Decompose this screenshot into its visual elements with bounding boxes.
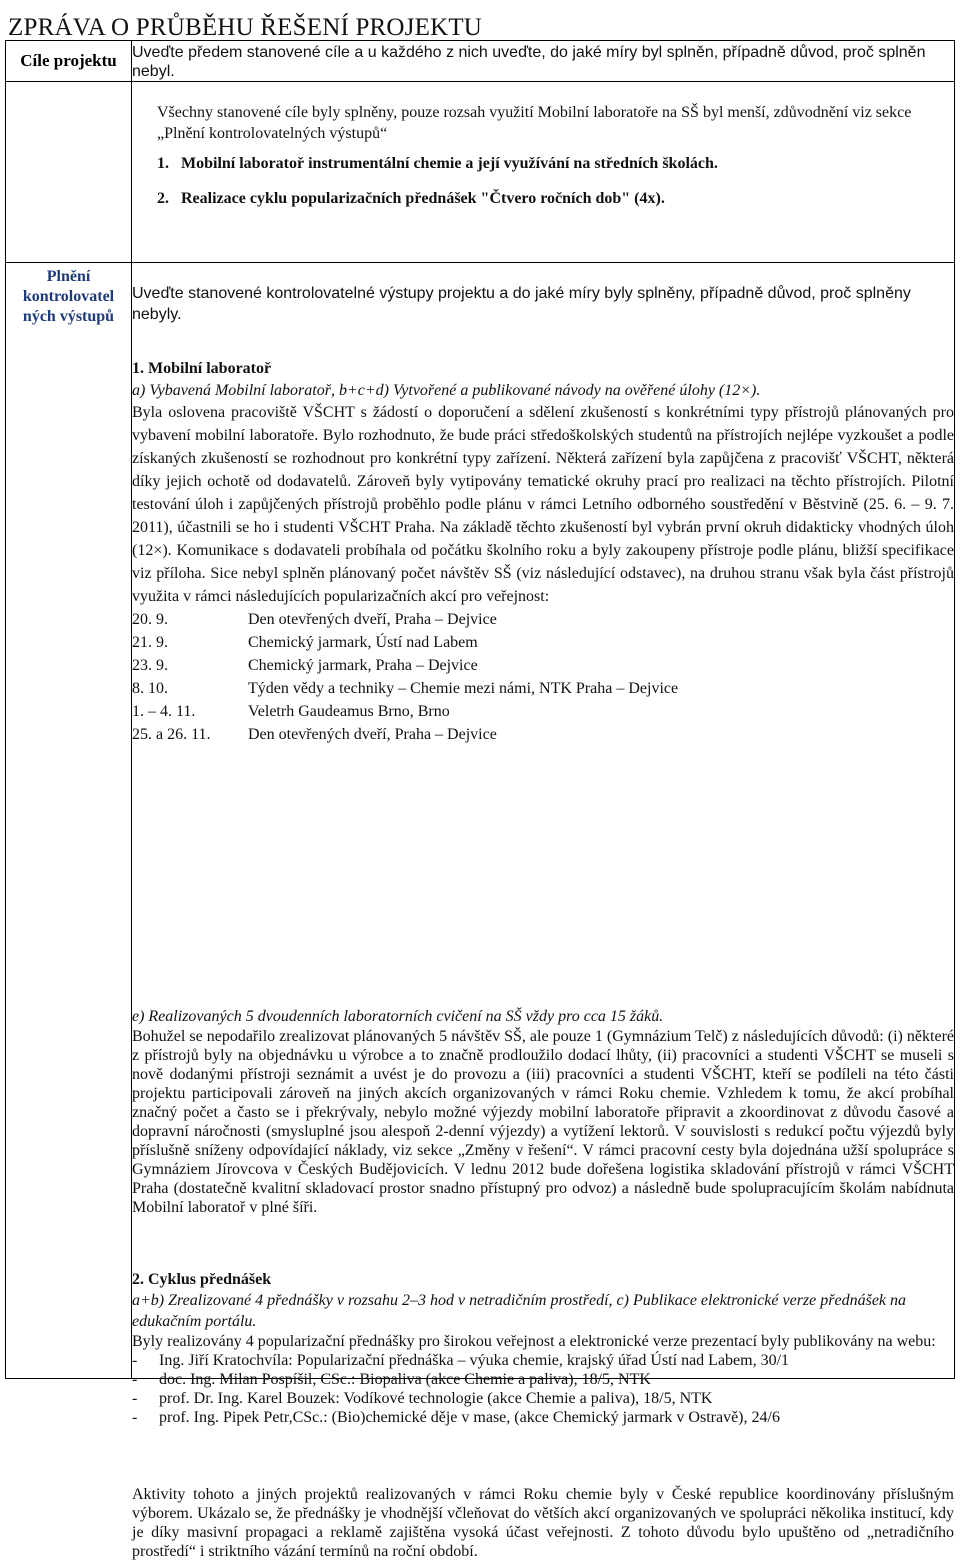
outputs-label — [6, 263, 132, 1379]
goal-item — [157, 153, 944, 174]
event-date: 8. 10. — [132, 680, 168, 697]
goals-summary: Všechny stanovené cíle byly splněny, pouze rozsah využití Mobilní laboratoře na SŠ byl menší, zdůvodnění viz sekce „Plnění kontrolovatelných výstupů“ — [157, 104, 912, 142]
lecture-text: Ing. Jiří Kratochvíla: Popularizační přednáška – výuka chemie, krajský úřad Ústí nad Labem, 30/1 — [159, 1352, 790, 1369]
goals-label: Cíle projektu — [6, 41, 132, 82]
goal-number: 2. — [157, 190, 169, 207]
event-row — [132, 654, 954, 677]
lecture-marker: - — [132, 1371, 138, 1388]
outputs-label-line: ných výstupů — [22, 308, 115, 325]
goal-text: Mobilní laboratoř instrumentální chemie a její využívání na středních školách. — [181, 155, 718, 172]
section-subheading: a) Vybavená Mobilní laboratoř, b+c+d) Vytvořené a publikované návody na ověřené úlohy (12×). — [132, 382, 761, 399]
event-date: 21. 9. — [132, 634, 168, 651]
event-name: Den otevřených dveří, Praha – Dejvice — [248, 611, 497, 628]
outputs-label-line: Plnění — [46, 268, 91, 285]
event-name: Chemický jarmark, Praha – Dejvice — [248, 657, 478, 674]
goal-item — [157, 188, 944, 209]
lecture-marker: - — [132, 1352, 138, 1369]
section-paragraph: Byla oslovena pracoviště VŠCHT s žádostí o doporučení a sdělení zkušeností s konkrétními typy přístrojů plánovaných pro vybavení mobilní laboratoře. Bylo rozhodnuto, že bude práci středoškolských studentů na přístrojích nejlépe vyzkoušet a podle získaných zkušeností se rozhodnout pro konkrétní typy zařízení. Některá zařízení byla zapůjčena z pracovišť VŠCHT, některá díky jejich ochotě od dodavatelů. Zároveň byly vytipovány tematické okruhy prací pro realizaci na těchto přístrojích. Pilotní testování úloh i zapůjčených přístrojů proběhlo podle plánu v rámci Letního odborného soustředění v Běstvině (25. 6. – 9. 7. 2011), účastnili se ho i studenti VŠCHT Praha. Na základě těchto zkušeností byl vybrán první okruh didakticky vhodných úloh (12×). Komunikace s dodavateli probíhala od počátku školního roku a byly zakoupeny přístroje podle plánu, bližší specifikace viz příloha. Sice nebyl splněn plánovaný počet návštěv SŠ (viz následující odstavec), na druhou stranu však byla část přístrojů využita v rámci následujících popularizačních akcí pro veřejnost: — [132, 404, 954, 605]
section-subheading: e) Realizovaných 5 dvoudenních laboratorních cvičení na SŠ vždy pro cca 15 žáků. — [132, 1008, 664, 1025]
event-name: Týden vědy a techniky – Chemie mezi námi, NTK Praha – Dejvice — [248, 680, 679, 697]
lecture-item — [132, 1408, 954, 1427]
goals-content — [132, 82, 955, 263]
event-row — [132, 700, 954, 723]
goal-number: 1. — [157, 155, 169, 172]
section-subheading: a+b) Zrealizované 4 přednášky v rozsahu 2–3 hod v netradičním prostředí, c) Publikace elektronické verze přednášek na edukačním portálu. — [132, 1292, 907, 1330]
lecture-text: prof. Dr. Ing. Karel Bouzek: Vodíkové technologie (akce Chemie a paliva), 18/5, NTK — [159, 1390, 713, 1407]
event-name: Chemický jarmark, Ústí nad Labem — [248, 634, 478, 651]
event-date: 20. 9. — [132, 611, 168, 628]
lecture-marker: - — [132, 1409, 138, 1426]
lecture-marker: - — [132, 1390, 138, 1407]
event-name: Den otevřených dveří, Praha – Dejvice — [248, 726, 497, 743]
outputs-label-line: kontrolovatel — [22, 288, 115, 305]
event-row — [132, 631, 954, 654]
event-date: 23. 9. — [132, 657, 168, 674]
outputs-instruction: Uveďte stanovené kontrolovatelné výstupy projektu a do jaké míry byly splněny, případně důvod, proč splněny nebyly. — [132, 285, 911, 323]
section-lab-visits — [132, 1006, 954, 1217]
report-table — [5, 40, 955, 1560]
event-date: 25. a 26. 11. — [132, 726, 211, 743]
lecture-text: doc. Ing. Milan Pospíšil, CSc.: Biopaliva (akce Chemie a paliva), 18/5, NTK — [159, 1371, 651, 1388]
outputs-content — [132, 263, 955, 1560]
goals-instruction-cell — [132, 41, 955, 82]
section-heading: 2. Cyklus přednášek — [132, 1271, 272, 1288]
section-paragraph: Bohužel se nepodařilo zrealizovat plánovaných 5 návštěv SŠ, ale pouze 1 (Gymnázium Telč) z následujících důvodů: (i) některé z přístrojů byly na objednávku u výrobce a to značně prodloužilo dodací lhůty, (ii) pracovníci a studenti VŠCHT se museli s nově dodanými přístroji seznámit a uvést je do provozu a (iii) pracovníci a studenti VŠCHT, kteří se podíleli na této části projektu participovali zároveň na jiných akcích organizovaných v rámci Roku chemie. Vzhledem k tomu, že akcí probíhal značný počet a často se i překrývaly, nebylo možné výjezdy mobilní laboratoře připravit a zkoordinovat z důvodu časové a dopravní náročnosti (smysluplné jsou alespoň 2-denní výjezdy) a vytížení lektorů. V souvislosti s redukcí počtu výjezdů byly příslušně sníženy odpovídající náklady, viz sekce „Změny v řešení“. V rámci pracovní cesty byla dojednána užší spolupráce s Gymnáziem Jírovcova v Českých Budějovicích. V lednu 2012 bude dořešena logistika skladování přístrojů v rámci VŠCHT Praha (dostatečně kvalitní skladovací prostor snadno přístupný pro odvoz) a následně bude spolupracujícím školám nabídnuta Mobilní laboratoř v plné šíři. — [132, 1028, 954, 1216]
event-row — [132, 723, 954, 746]
page-title: ZPRÁVA O PRŮBĚHU ŘEŠENÍ PROJEKTU — [8, 14, 483, 41]
lecture-item — [132, 1370, 954, 1389]
events-list — [132, 608, 954, 746]
goal-text: Realizace cyklu popularizačních přednášek "Čtvero ročních dob" (4x). — [181, 190, 665, 207]
goals-instruction: Uveďte předem stanovené cíle a u každého z nich uveďte, do jaké míry byl splněn, případně důvod, proč splněn nebyl. — [132, 44, 926, 80]
section-mobile-lab — [132, 358, 954, 746]
lectures-list — [132, 1351, 954, 1427]
section-heading: 1. Mobilní laboratoř — [132, 360, 272, 377]
event-date: 1. – 4. 11. — [132, 703, 196, 720]
closing-paragraph: Aktivity tohoto a jiných projektů realizovaných v rámci Roku chemie byly v České republice koordinovány příslušným výborem. Ukázalo se, že přednášky je vhodnější včleňovat do větších akcí organizovaných ve spolupráci několika institucí, kdy je díky masivní propagaci a reklamě zajištěna vysoká účast veřejnosti. Z tohoto důvodu bylo upuštěno od „netradičního prostředí“ i striktního vázání termínů na roční období. — [132, 1486, 954, 1560]
event-row — [132, 677, 954, 700]
section-paragraph: Byly realizovány 4 popularizační přednášky pro širokou veřejnost a elektronické verze prezentací byly publikovány na webu: — [132, 1333, 936, 1350]
lecture-text: prof. Ing. Pipek Petr,CSc.: (Bio)chemické děje v mase, (akce Chemický jarmark v Ostravě), 24/6 — [159, 1409, 780, 1426]
goals-label-filler — [6, 82, 132, 263]
lecture-item — [132, 1389, 954, 1408]
event-name: Veletrh Gaudeamus Brno, Brno — [248, 703, 450, 720]
event-row — [132, 608, 954, 631]
section-lectures — [132, 1269, 954, 1427]
